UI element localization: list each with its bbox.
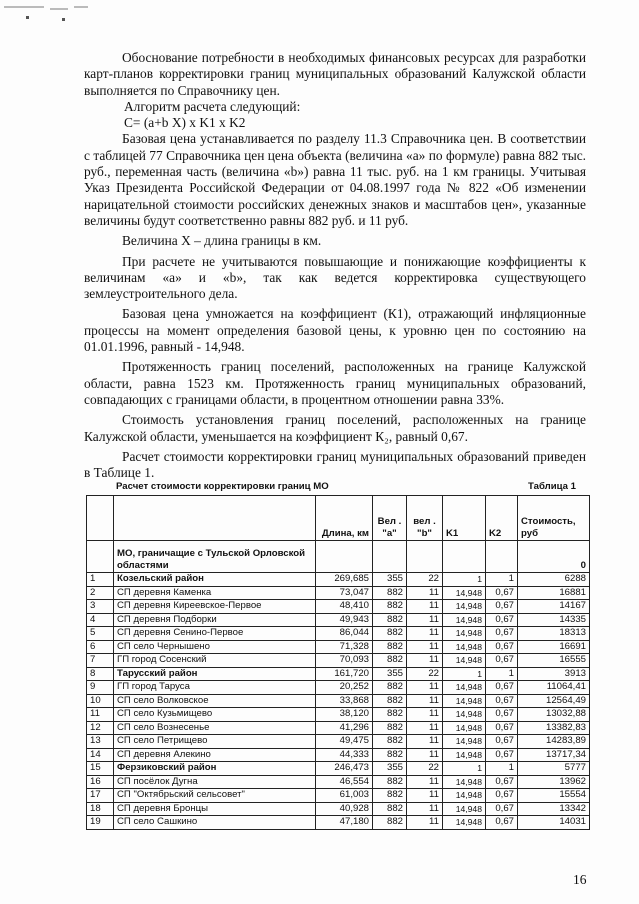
row-k1: 14,948 (443, 816, 486, 830)
row-length: 161,720 (316, 667, 373, 681)
body-text (84, 50, 586, 481)
row-k1: 14,948 (443, 789, 486, 803)
header-cost: Стоимость, руб (518, 496, 590, 541)
row-k2: 0,67 (486, 721, 518, 735)
row-number: 19 (87, 816, 114, 830)
row-length: 47,180 (316, 816, 373, 830)
table-row (87, 762, 590, 776)
row-length: 38,120 (316, 708, 373, 722)
cost-table (86, 495, 590, 830)
row-b: 11 (407, 613, 443, 627)
header-b: вел . "b" (407, 496, 443, 541)
row-name: ГП город Сосенский (114, 654, 316, 668)
row-b: 11 (407, 600, 443, 614)
row-number: 1 (87, 573, 114, 587)
paragraph: Базовая цена умножается на коэффициент (К1), отражающий инфляционные процессы на момент определения базовой цены, к уровню цен по состоянию на 01.01.1996, равный - 14,948. (84, 306, 586, 355)
row-a: 882 (373, 681, 407, 695)
row-cost: 12564,49 (518, 694, 590, 708)
row-number: 5 (87, 627, 114, 641)
row-a: 882 (373, 613, 407, 627)
row-k2: 0,67 (486, 775, 518, 789)
paragraph: Алгоритм расчета следующий: (124, 98, 301, 114)
row-b: 11 (407, 640, 443, 654)
row-b: 22 (407, 762, 443, 776)
row-cost: 14335 (518, 613, 590, 627)
row-k1: 14,948 (443, 654, 486, 668)
row-length: 40,928 (316, 802, 373, 816)
scan-artifact (4, 4, 154, 18)
row-a: 882 (373, 789, 407, 803)
row-length: 49,943 (316, 613, 373, 627)
row-k1: 14,948 (443, 613, 486, 627)
row-length: 48,410 (316, 600, 373, 614)
row-cost: 16555 (518, 654, 590, 668)
row-a: 355 (373, 573, 407, 587)
row-k1: 14,948 (443, 802, 486, 816)
row-a: 882 (373, 775, 407, 789)
row-number: 7 (87, 654, 114, 668)
row-length: 41,296 (316, 721, 373, 735)
row-k1: 14,948 (443, 627, 486, 641)
table-row (87, 640, 590, 654)
row-a: 882 (373, 586, 407, 600)
header-a: Вел . "a" (373, 496, 407, 541)
row-length: 33,868 (316, 694, 373, 708)
row-cost: 13962 (518, 775, 590, 789)
row-k1: 14,948 (443, 586, 486, 600)
row-cost: 15554 (518, 789, 590, 803)
paragraph: Протяженность границ поселений, расположенных на границе Калужской области, равна 1523 км. Протяженность границ муниципальных образований, совпадающих с границами области, в процентном отношении равна 33%. (84, 359, 586, 407)
row-a: 882 (373, 721, 407, 735)
row-cost: 14283,89 (518, 735, 590, 749)
row-number: 15 (87, 762, 114, 776)
row-length: 20,252 (316, 681, 373, 695)
group-row (87, 541, 590, 573)
row-cost: 13342 (518, 802, 590, 816)
row-name: СП деревня Бронцы (114, 802, 316, 816)
row-k2: 0,67 (486, 654, 518, 668)
row-b: 11 (407, 748, 443, 762)
row-k1: 1 (443, 573, 486, 587)
table-row (87, 667, 590, 681)
table-row (87, 775, 590, 789)
row-cost: 11064,41 (518, 681, 590, 695)
header-cell (114, 496, 316, 541)
row-length: 44,333 (316, 748, 373, 762)
table-row (87, 600, 590, 614)
row-k2: 0,67 (486, 789, 518, 803)
row-number: 3 (87, 600, 114, 614)
header-length: Длина, км (316, 496, 373, 541)
row-length: 70,093 (316, 654, 373, 668)
row-k2: 0,67 (486, 694, 518, 708)
row-number: 11 (87, 708, 114, 722)
table-row (87, 816, 590, 830)
row-a: 882 (373, 708, 407, 722)
table-row (87, 573, 590, 587)
row-a: 882 (373, 694, 407, 708)
table-row (87, 735, 590, 749)
paragraph: Базовая цена устанавливается по разделу 11.3 Справочника цен. В соответствии с таблицей 77 Справочника цен цена объекта (величина «а» по формуле) равна 882 тыс. руб., переменная часть (величина «b») равна 11 тыс. руб. на 1 км границы. Учитывая Указ Президента Российской Федерации от 04.08.1997 года № 822 «Об изменении нарицательной стоимости российских денежных знаков и масштабов цен», указанные величины будут соответственно равны 882 руб. и 11 руб. (84, 131, 586, 228)
row-k2: 1 (486, 762, 518, 776)
group-name: МО, граничащие с Тульской Орловской областями (114, 541, 316, 573)
row-k2: 0,67 (486, 586, 518, 600)
table-row (87, 613, 590, 627)
row-cost: 16691 (518, 640, 590, 654)
row-b: 11 (407, 721, 443, 735)
row-name: Ферзиковский район (114, 762, 316, 776)
row-a: 882 (373, 748, 407, 762)
row-a: 882 (373, 654, 407, 668)
row-number: 13 (87, 735, 114, 749)
row-b: 11 (407, 802, 443, 816)
row-k1: 14,948 (443, 721, 486, 735)
row-name: СП село Кузьмищево (114, 708, 316, 722)
table-row (87, 627, 590, 641)
row-k2: 0,67 (486, 613, 518, 627)
row-name: СП село Сашкино (114, 816, 316, 830)
row-name: СП село Чернышено (114, 640, 316, 654)
row-b: 11 (407, 586, 443, 600)
header-k1: K1 (443, 496, 486, 541)
row-k1: 1 (443, 667, 486, 681)
row-number: 4 (87, 613, 114, 627)
row-number: 17 (87, 789, 114, 803)
row-k1: 14,948 (443, 600, 486, 614)
row-k1: 1 (443, 762, 486, 776)
row-b: 22 (407, 667, 443, 681)
paragraph: Обоснование потребности в необходимых финансовых ресурсах для разработки карт-планов корректировки границ муниципальных образований Калужской области выполняется по Справочнику цен. (84, 50, 586, 98)
page-number: 16 (573, 872, 587, 887)
formula: С= (a+b X) x K1 x K2 (124, 115, 246, 131)
row-number: 10 (87, 694, 114, 708)
row-b: 11 (407, 816, 443, 830)
row-length: 269,685 (316, 573, 373, 587)
row-number: 2 (87, 586, 114, 600)
row-length: 86,044 (316, 627, 373, 641)
table-row (87, 654, 590, 668)
row-cost: 13717,34 (518, 748, 590, 762)
row-name: ГП город Таруса (114, 681, 316, 695)
row-length: 73,047 (316, 586, 373, 600)
row-k2: 0,67 (486, 748, 518, 762)
row-b: 11 (407, 681, 443, 695)
row-name: СП деревня Сенино-Первое (114, 627, 316, 641)
table-row (87, 694, 590, 708)
row-k2: 0,67 (486, 681, 518, 695)
row-cost: 16881 (518, 586, 590, 600)
paragraph: Стоимость установления границ поселений, расположенных на границе Калужской области, уменьшается на коэффициент К₂, равный 0,67. (84, 412, 586, 444)
table-row (87, 789, 590, 803)
row-cost: 13032,88 (518, 708, 590, 722)
table-label: Таблица 1 (528, 481, 576, 492)
row-length: 246,473 (316, 762, 373, 776)
table-row (87, 708, 590, 722)
table-row (87, 748, 590, 762)
table-header-row (87, 496, 590, 541)
row-k2: 0,67 (486, 640, 518, 654)
row-name: СП деревня Алекино (114, 748, 316, 762)
row-cost: 13382,83 (518, 721, 590, 735)
row-b: 11 (407, 708, 443, 722)
row-number: 14 (87, 748, 114, 762)
group-cost: 0 (518, 541, 590, 573)
row-name: СП село Петрищево (114, 735, 316, 749)
row-number: 8 (87, 667, 114, 681)
row-b: 11 (407, 627, 443, 641)
row-cost: 18313 (518, 627, 590, 641)
row-length: 71,328 (316, 640, 373, 654)
row-a: 355 (373, 762, 407, 776)
paragraph: Величина Х – длина границы в км. (122, 233, 322, 249)
row-k1: 14,948 (443, 735, 486, 749)
row-k2: 0,67 (486, 735, 518, 749)
row-cost: 14167 (518, 600, 590, 614)
table-title: Расчет стоимости корректировки границ МО (116, 481, 329, 492)
row-cost: 14031 (518, 816, 590, 830)
table-row (87, 721, 590, 735)
row-name: СП посёлок Дугна (114, 775, 316, 789)
row-name: СП "Октябрьский сельсовет" (114, 789, 316, 803)
row-k1: 14,948 (443, 694, 486, 708)
row-k2: 1 (486, 667, 518, 681)
row-a: 882 (373, 600, 407, 614)
row-a: 882 (373, 735, 407, 749)
paragraph: Расчет стоимости корректировки границ муниципальных образований приведен в Таблице 1. (84, 448, 586, 481)
row-a: 882 (373, 627, 407, 641)
row-name: СП деревня Киреевское-Первое (114, 600, 316, 614)
row-a: 355 (373, 667, 407, 681)
row-length: 61,003 (316, 789, 373, 803)
row-cost: 6288 (518, 573, 590, 587)
row-a: 882 (373, 802, 407, 816)
row-k1: 14,948 (443, 775, 486, 789)
table-caption (108, 481, 582, 495)
row-k1: 14,948 (443, 681, 486, 695)
row-k1: 14,948 (443, 708, 486, 722)
row-k2: 0,67 (486, 627, 518, 641)
row-b: 11 (407, 735, 443, 749)
row-name: Тарусский район (114, 667, 316, 681)
row-b: 11 (407, 789, 443, 803)
row-length: 46,554 (316, 775, 373, 789)
row-name: СП село Волковское (114, 694, 316, 708)
row-a: 882 (373, 816, 407, 830)
table-row (87, 586, 590, 600)
row-k2: 0,67 (486, 708, 518, 722)
row-number: 16 (87, 775, 114, 789)
header-k2: K2 (486, 496, 518, 541)
row-number: 12 (87, 721, 114, 735)
table-row (87, 802, 590, 816)
row-b: 22 (407, 573, 443, 587)
row-b: 11 (407, 694, 443, 708)
row-name: Козельский район (114, 573, 316, 587)
row-name: СП деревня Подборки (114, 613, 316, 627)
row-number: 9 (87, 681, 114, 695)
header-cell (87, 496, 114, 541)
row-k2: 1 (486, 573, 518, 587)
row-a: 882 (373, 640, 407, 654)
row-name: СП село Вознесенье (114, 721, 316, 735)
row-k2: 0,67 (486, 600, 518, 614)
paragraph: При расчете не учитываются повышающие и понижающие коэффициенты к величинам «а» и «b», так как ведется корректировка существующего землеустроительного дела. (84, 253, 586, 302)
row-number: 18 (87, 802, 114, 816)
row-k2: 0,67 (486, 802, 518, 816)
row-k1: 14,948 (443, 748, 486, 762)
row-b: 11 (407, 654, 443, 668)
row-name: СП деревня Каменка (114, 586, 316, 600)
row-k1: 14,948 (443, 640, 486, 654)
row-number: 6 (87, 640, 114, 654)
row-b: 11 (407, 775, 443, 789)
row-cost: 5777 (518, 762, 590, 776)
table-row (87, 681, 590, 695)
row-length: 49,475 (316, 735, 373, 749)
row-cost: 3913 (518, 667, 590, 681)
row-k2: 0,67 (486, 816, 518, 830)
